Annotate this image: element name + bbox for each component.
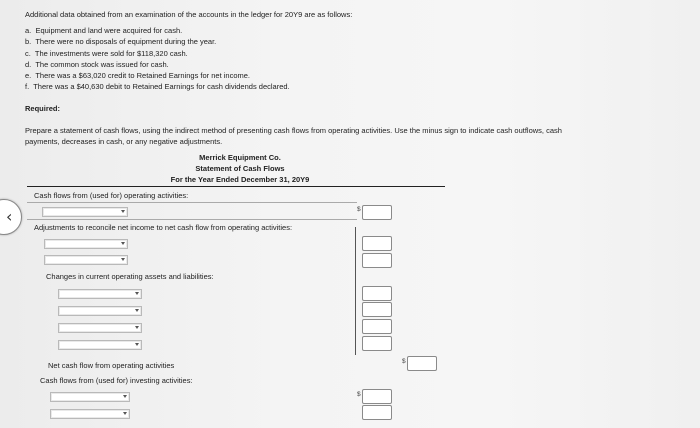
back-button[interactable] (0, 199, 22, 235)
changes-amount-input-2[interactable] (362, 302, 392, 317)
instructions-line-1: Prepare a statement of cash flows, using the indirect method of presenting cash flows from operating activities. Use the minus sign to indicate cash outflows, cash (25, 126, 562, 135)
changes-label: Changes in current operating assets and liabilities: (46, 272, 214, 281)
required-label: Required: (25, 104, 61, 113)
statement-period: For the Year Ended December 31, 20Y9 (170, 175, 310, 184)
chevron-down-icon (135, 343, 139, 346)
investing-select-1[interactable] (50, 392, 130, 402)
list-item-text: The investments were sold for $118,320 cash. (34, 48, 188, 58)
heading-divider (27, 186, 445, 187)
adjustment-amount-input-2[interactable] (362, 253, 392, 268)
list-item-text: The common stock was issued for cash. (35, 59, 169, 69)
adjustments-label: Adjustments to reconcile net income to net cash flow from operating activities: (34, 223, 293, 232)
list-item-letter: b. (25, 37, 32, 47)
adjustment-select-1[interactable] (44, 239, 128, 249)
list-item-letter: c. (25, 48, 31, 58)
chevron-down-icon (121, 258, 125, 261)
list-item (25, 26, 290, 37)
list-item (25, 49, 290, 60)
net-income-amount-input[interactable] (362, 205, 392, 220)
list-item-text: Equipment and land were acquired for cash. (35, 26, 183, 35)
list-item (25, 37, 290, 48)
currency-symbol: $ (402, 358, 406, 365)
column-separator (355, 227, 356, 355)
chevron-down-icon (135, 326, 139, 329)
list-item-letter: f. (25, 82, 30, 92)
list-item-text: There were no disposals of equipment during the year. (35, 37, 217, 47)
currency-symbol: $ (357, 206, 361, 213)
chevron-left-icon: ‹ (6, 207, 13, 226)
row-divider (27, 219, 357, 220)
chevron-down-icon (123, 395, 127, 398)
adjustment-select-2[interactable] (44, 255, 128, 265)
chevron-down-icon (121, 242, 125, 245)
investing-amount-input-1[interactable] (362, 389, 392, 404)
chevron-down-icon (135, 309, 139, 312)
changes-select-1[interactable] (58, 289, 142, 299)
statement-title: Statement of Cash Flows (195, 164, 285, 173)
list-item-text: There was a $63,020 credit to Retained Earnings for net income. (35, 71, 251, 81)
adjustment-amount-input-1[interactable] (362, 236, 392, 251)
row-divider (27, 202, 357, 203)
net-income-select[interactable] (42, 207, 128, 217)
intro-text: Additional data obtained from an examination of the accounts in the ledger for 20Y9 are as follows: (25, 10, 353, 19)
changes-amount-input-1[interactable] (362, 286, 392, 301)
company-name: Merrick Equipment Co. (199, 153, 281, 162)
list-item-letter: d. (25, 59, 32, 69)
net-operating-amount-input[interactable] (407, 356, 437, 371)
investing-header: Cash flows from (used for) investing activities: (40, 376, 193, 385)
list-item-letter: a. (25, 26, 32, 35)
chevron-down-icon (123, 412, 127, 415)
changes-amount-input-4[interactable] (362, 336, 392, 351)
net-operating-label: Net cash flow from operating activities (48, 361, 175, 370)
currency-symbol: $ (357, 391, 361, 398)
list-item (25, 60, 290, 71)
investing-amount-input-2[interactable] (362, 405, 392, 420)
changes-amount-input-3[interactable] (362, 319, 392, 334)
instructions-line-2: payments, decreases in cash, or any negative adjustments. (25, 137, 223, 146)
list-item (25, 71, 290, 82)
list-item-letter: e. (25, 71, 32, 81)
operating-header: Cash flows from (used for) operating activities: (34, 191, 189, 200)
chevron-down-icon (121, 210, 125, 213)
data-list (25, 26, 290, 94)
changes-select-2[interactable] (58, 306, 142, 316)
list-item-text: There was a $40,630 debit to Retained Earnings for cash dividends declared. (33, 82, 290, 92)
chevron-down-icon (135, 292, 139, 295)
investing-select-2[interactable] (50, 409, 130, 419)
list-item (25, 82, 290, 93)
changes-select-3[interactable] (58, 323, 142, 333)
changes-select-4[interactable] (58, 340, 142, 350)
